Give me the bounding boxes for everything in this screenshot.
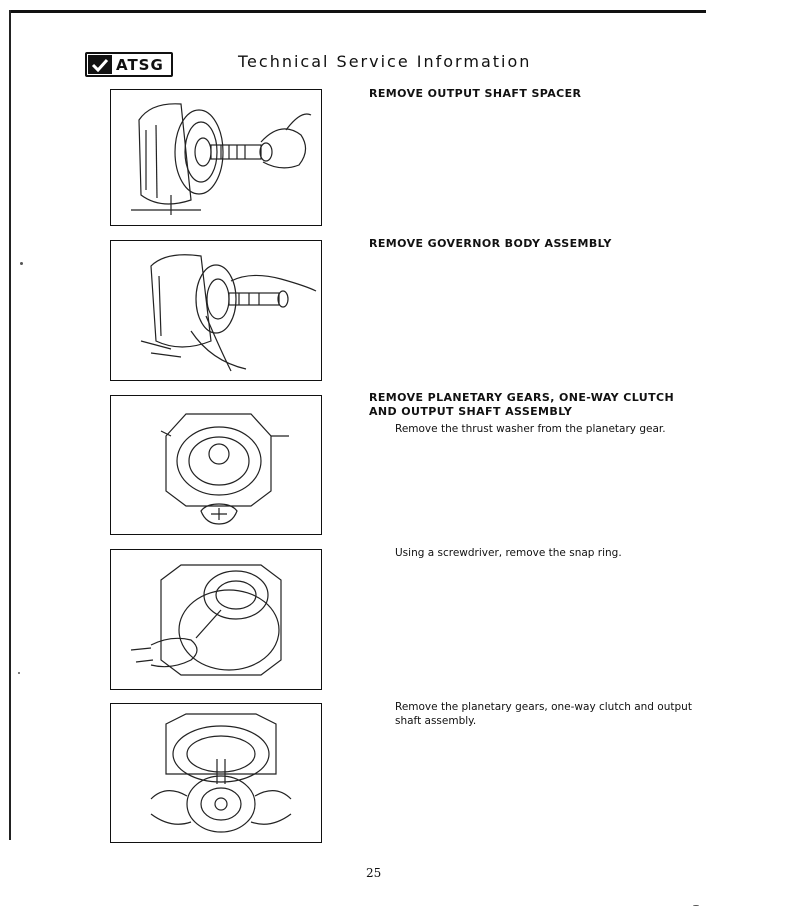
scan-speck [20, 262, 23, 265]
step-heading: REMOVE GOVERNOR BODY ASSEMBLY [369, 237, 612, 250]
figure-planetary-removal [110, 703, 322, 843]
step-heading: REMOVE PLANETARY GEARS, ONE-WAY CLUTCH AND OUTPUT SHAFT ASSEMBLY [369, 391, 675, 418]
step-instruction: Using a screwdriver, remove the snap ring. [395, 547, 622, 559]
step-heading: REMOVE OUTPUT SHAFT SPACER [369, 87, 582, 100]
planetary-thrust-washer-illustration [111, 396, 320, 533]
figure-output-shaft-spacer [110, 89, 322, 226]
left-border-rule [9, 10, 11, 840]
atsg-logo [85, 52, 173, 77]
scan-speck [18, 672, 20, 674]
planetary-gears-removal-illustration [111, 704, 320, 841]
figure-thrust-washer [110, 395, 322, 535]
page-title: Technical Service Information [238, 52, 532, 71]
governor-body-illustration [111, 241, 320, 379]
snap-ring-screwdriver-illustration [111, 550, 320, 688]
page-number: 25 [366, 866, 382, 880]
top-border-rule [10, 10, 706, 13]
logo-text: ATSG [116, 55, 164, 74]
step-instruction: Remove the thrust washer from the planetary gear. [395, 423, 666, 435]
step-instruction: Remove the planetary gears, one-way clutch and output shaft assembly. [395, 701, 692, 727]
checkmark-icon [88, 55, 112, 74]
figure-snap-ring [110, 549, 322, 690]
figure-governor-body [110, 240, 322, 381]
output-shaft-illustration [111, 90, 320, 224]
scan-speck [693, 905, 699, 906]
